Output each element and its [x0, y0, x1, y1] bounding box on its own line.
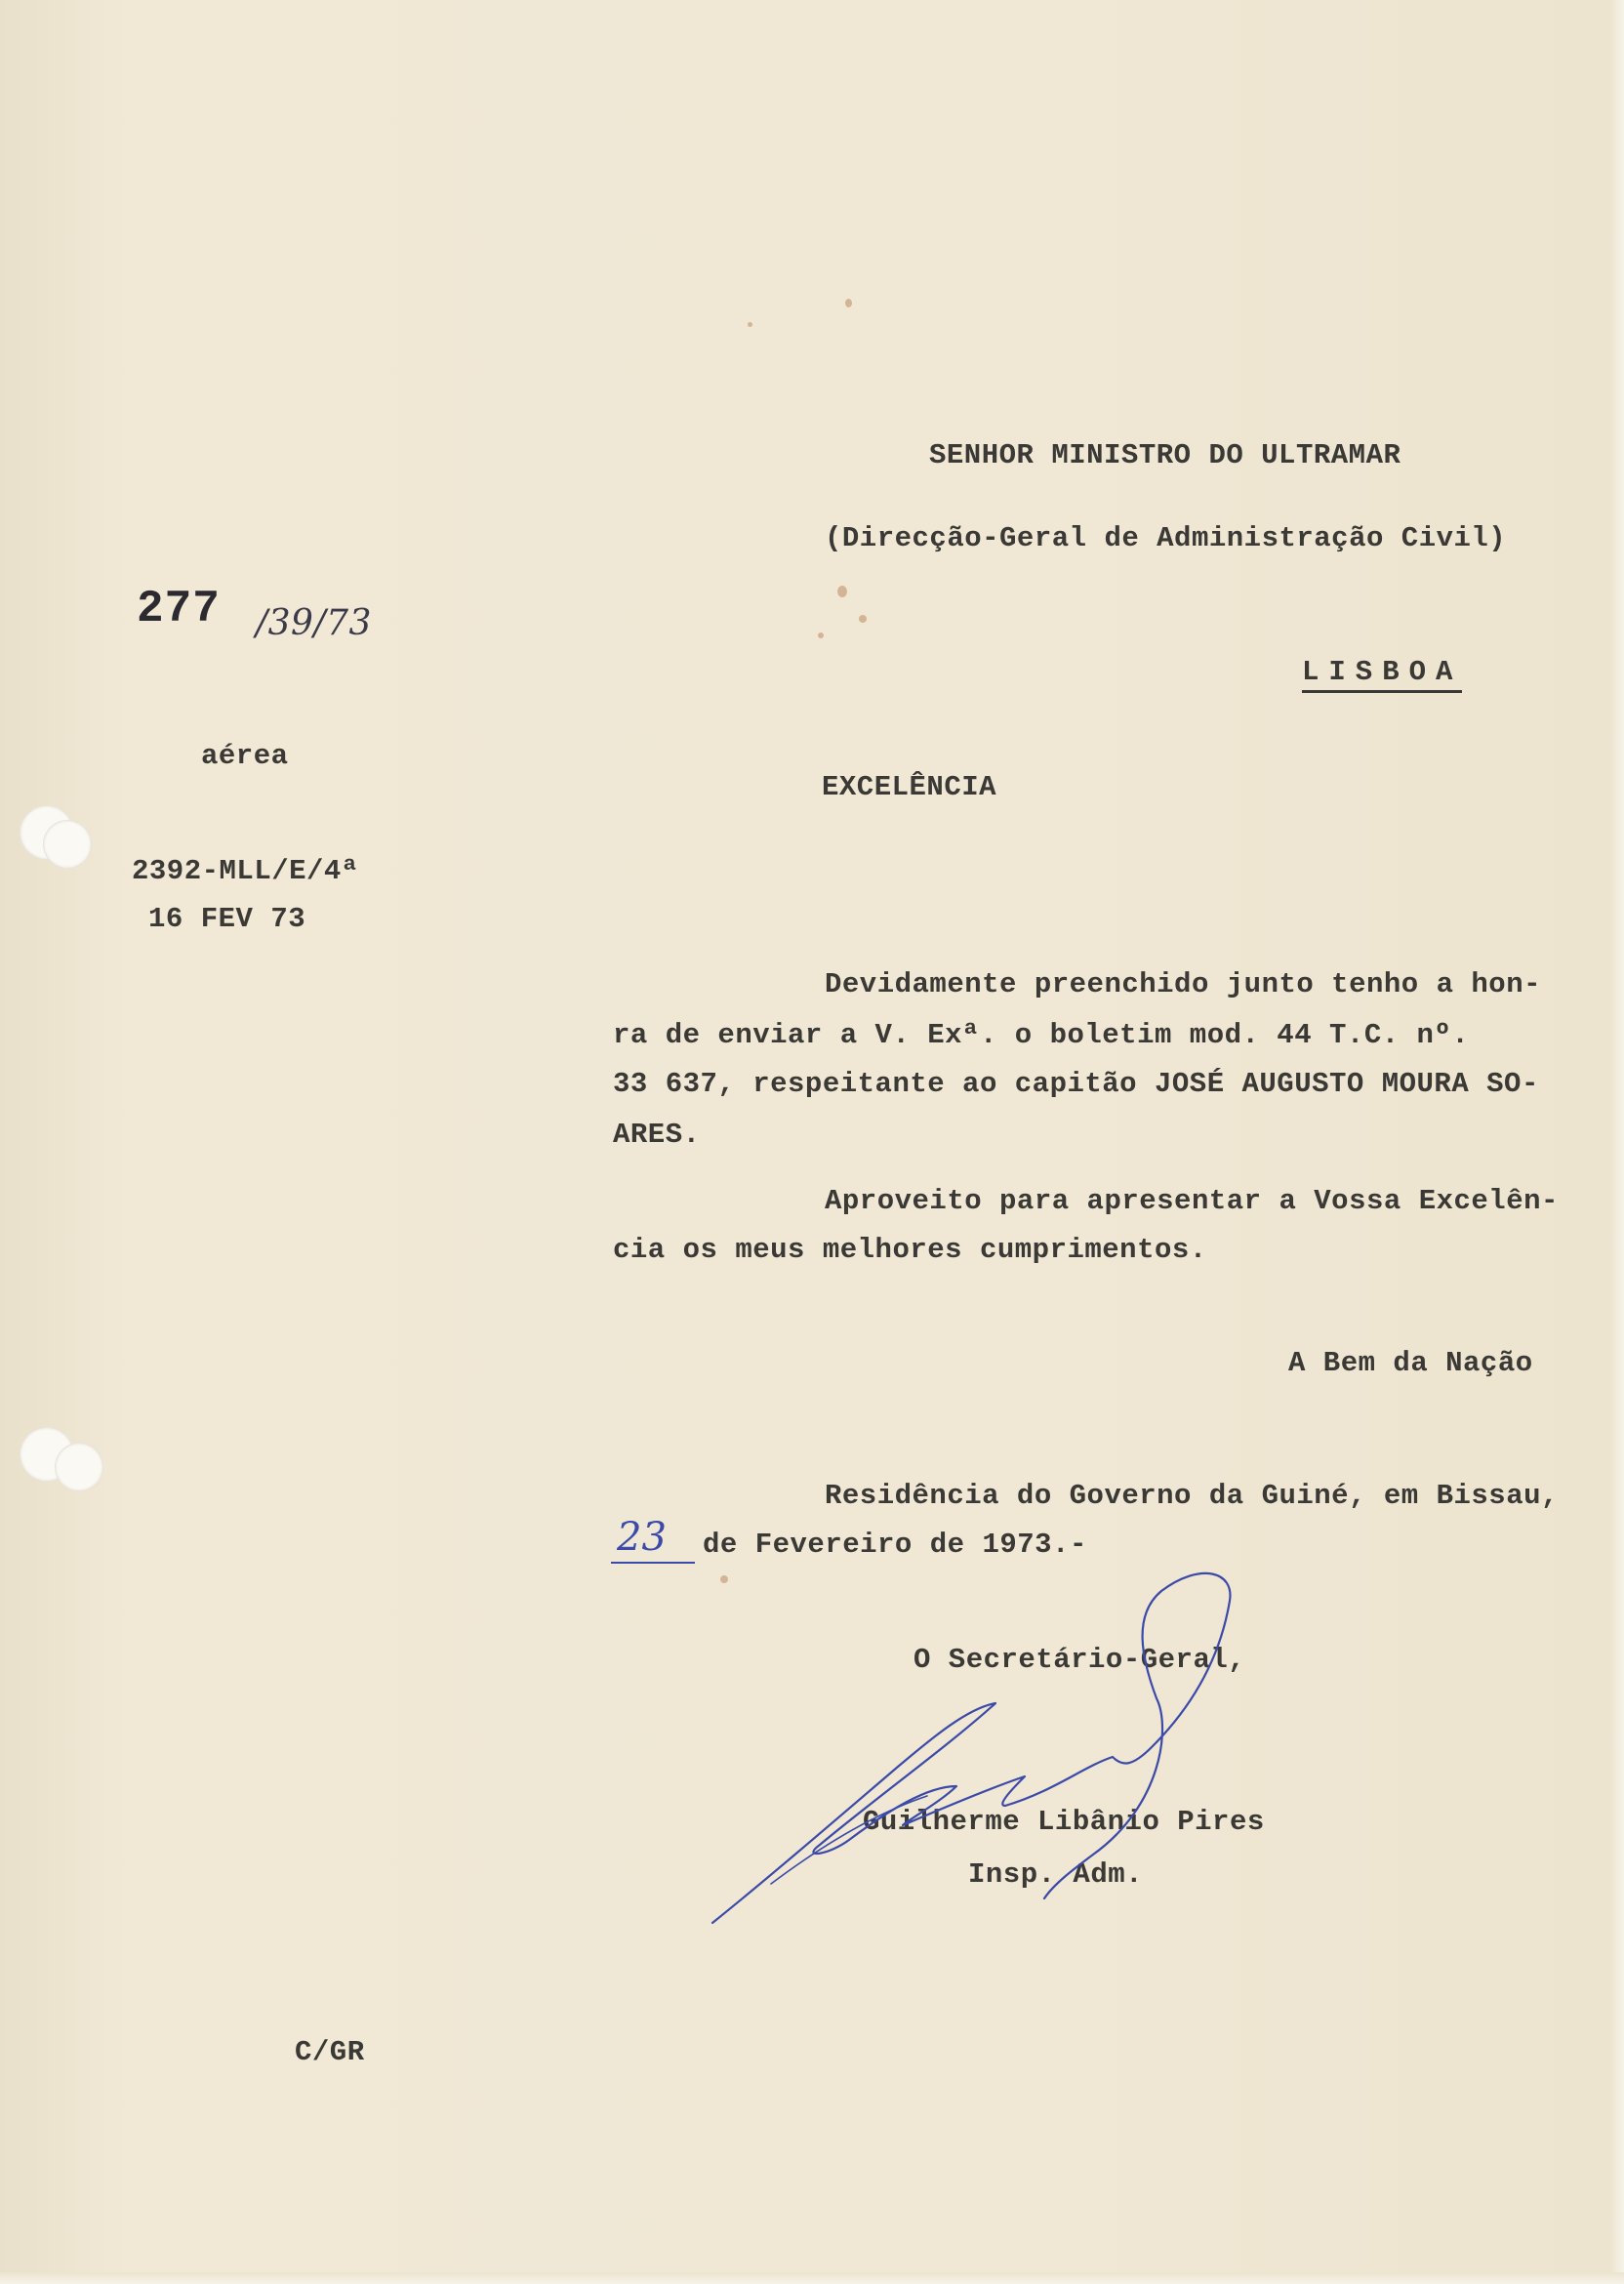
paragraph-1-line-2: ra de enviar a V. Exª. o boletim mod. 44 T.C. nº.	[613, 1019, 1470, 1051]
handwritten-signature	[703, 1562, 1366, 1942]
dateline-line-2: de Fevereiro de 1973.-	[703, 1529, 1087, 1561]
signatory-role: Insp. Adm.	[968, 1858, 1144, 1891]
day-underline	[611, 1562, 695, 1564]
stain-spot	[748, 322, 752, 327]
signatory-title: O Secretário-Geral,	[914, 1644, 1246, 1676]
dateline-line-1: Residência do Governo da Guiné, em Bissau,	[825, 1480, 1559, 1512]
paragraph-1-line-1: Devidamente preenchido junto tenho a hon-	[825, 968, 1542, 1000]
salutation: EXCELÊNCIA	[822, 771, 997, 803]
stain-spot	[818, 632, 824, 638]
stamp-number: 277	[137, 584, 221, 634]
typist-initials: C/GR	[295, 2036, 365, 2068]
stain-spot	[837, 586, 847, 597]
stain-spot	[859, 615, 867, 623]
paper-edge-right	[1610, 0, 1624, 2284]
closing-formula: A Bem da Nação	[1288, 1347, 1533, 1379]
paragraph-1-line-3: 33 637, respeitante ao capitão JOSÉ AUGUSTO MOURA SO-	[613, 1068, 1539, 1100]
punch-hole-bottom-overlap	[55, 1443, 103, 1491]
department-line: (Direcção-Geral de Administração Civil)	[825, 522, 1507, 554]
city-line: LISBOA	[1302, 656, 1462, 693]
paragraph-1-line-4: ARES.	[613, 1119, 701, 1151]
document-date: 16 FEV 73	[148, 903, 306, 935]
paragraph-2-line-2: cia os meus melhores cumprimentos.	[613, 1234, 1207, 1266]
stain-spot	[845, 299, 852, 307]
signatory-name: Guilherme Libânio Pires	[863, 1806, 1265, 1838]
document-code: 2392-MLL/E/4ª	[132, 855, 359, 887]
addressee-line: SENHOR MINISTRO DO ULTRAMAR	[929, 439, 1401, 471]
reference-suffix: /39/73	[256, 603, 372, 643]
via-label: aérea	[201, 740, 289, 772]
handwritten-day: 23	[617, 1515, 667, 1560]
paper-edge-bottom	[0, 2272, 1624, 2284]
paragraph-2-line-1: Aproveito para apresentar a Vossa Excelên-	[825, 1185, 1559, 1217]
punch-hole-top-overlap	[43, 820, 92, 869]
